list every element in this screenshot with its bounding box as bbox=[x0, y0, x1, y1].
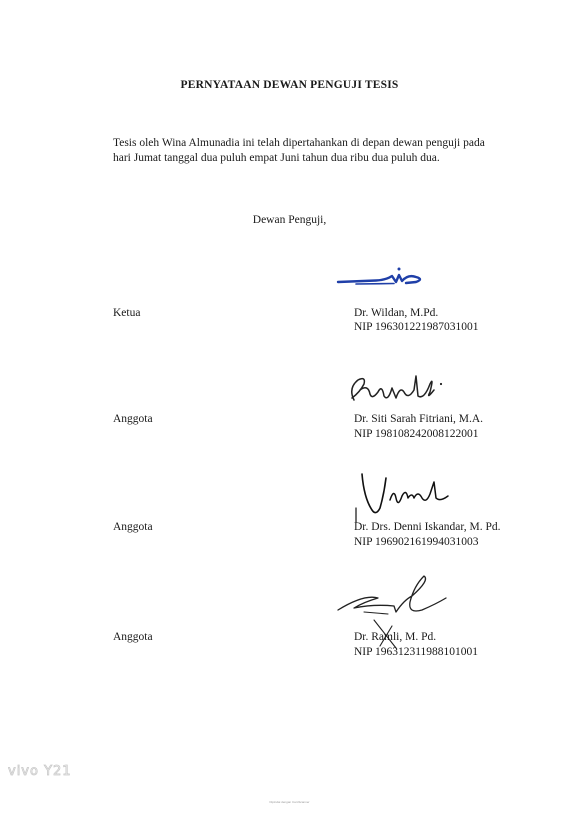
member-name-3: Dr. Drs. Denni Iskandar, M. Pd. bbox=[354, 521, 501, 533]
paragraph-line-2: hari Jumat tanggal dua puluh empat Juni tahun dua ribu dua puluh dua. bbox=[113, 152, 440, 164]
statement-paragraph bbox=[113, 136, 513, 166]
member-nip-2: NIP 198108242008122001 bbox=[354, 428, 479, 440]
member-nip-4: NIP 196312311988101001 bbox=[354, 646, 479, 658]
document-title: PERNYATAAN DEWAN PENGUJI TESIS bbox=[180, 79, 399, 91]
member-nip-1: NIP 196301221987031001 bbox=[354, 321, 479, 333]
member-role-anggota-1: Anggota bbox=[113, 413, 153, 425]
svg-text:vivo Y21: vivo Y21 bbox=[8, 764, 72, 777]
member-name-2: Dr. Siti Sarah Fitriani, M.A. bbox=[354, 413, 484, 425]
vivo-y21-watermark-icon bbox=[8, 763, 118, 777]
member-nip-3: NIP 196902161994031003 bbox=[354, 536, 479, 548]
signature-denni-icon bbox=[340, 468, 460, 526]
signature-wildan-icon bbox=[336, 266, 432, 290]
member-name-4: Dr. Ramli, M. Pd. bbox=[354, 631, 437, 643]
footer-note: Dipindai dengan CamScanner bbox=[269, 800, 310, 804]
member-role-anggota-3: Anggota bbox=[113, 631, 153, 643]
member-role-ketua: Ketua bbox=[113, 307, 141, 319]
paragraph-line-1: Tesis oleh Wina Almunadia ini telah dipertahankan di depan dewan penguji pada bbox=[113, 137, 485, 149]
member-role-anggota-2: Anggota bbox=[113, 521, 153, 533]
member-name-1: Dr. Wildan, M.Pd. bbox=[354, 307, 439, 319]
signature-siti-sarah-icon bbox=[344, 370, 454, 408]
committee-label: Dewan Penguji, bbox=[252, 214, 327, 226]
